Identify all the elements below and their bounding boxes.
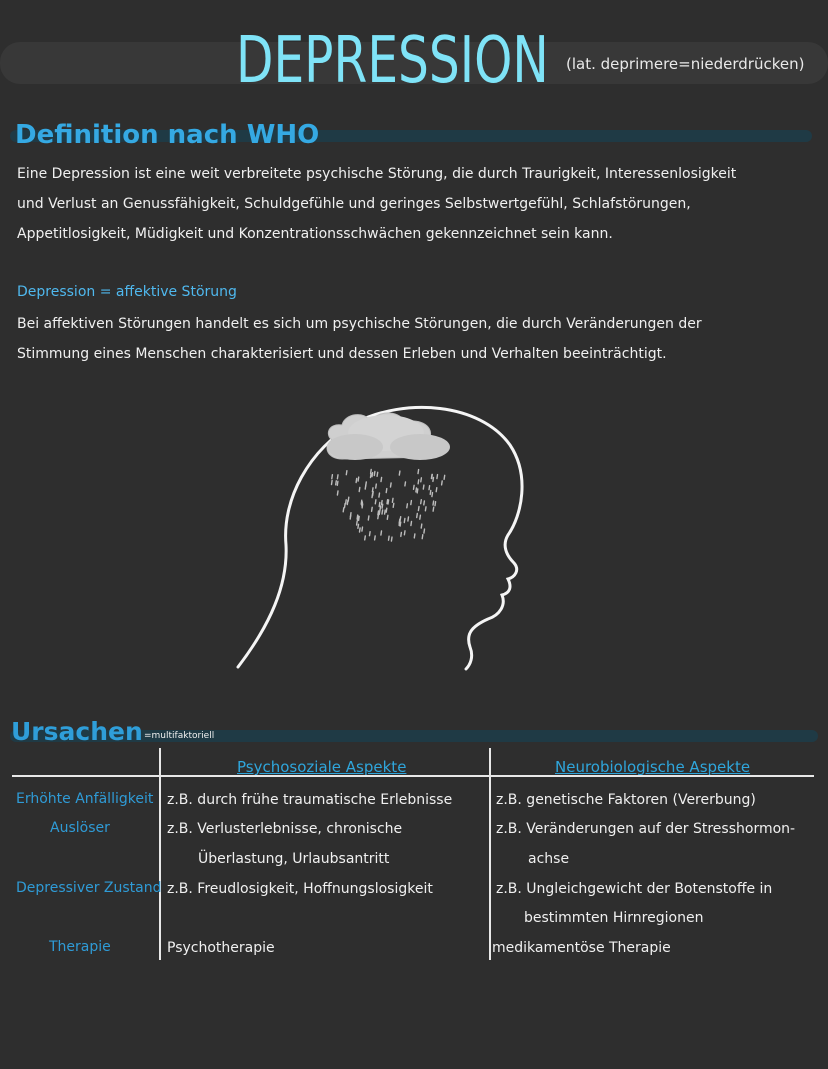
column-header-psychosocial: Psychosoziale Aspekte (237, 758, 407, 776)
definition-heading: Definition nach WHO (15, 120, 320, 150)
causes-note: =multifaktoriell (144, 731, 215, 741)
row-label-vulnerability: Erhöhte Anfälligkeit (16, 791, 154, 807)
definition-line-2: und Verlust an Genussfähigkeit, Schuldgefühle und geringes Selbstwertgefühl, Schlafstörungen, (17, 196, 691, 212)
cell-neuro-vulnerability: z.B. genetische Faktoren (Vererbung) (496, 792, 756, 808)
table-divider-2 (489, 748, 491, 960)
affective-line-1: Bei affektiven Störungen handelt es sich um psychische Störungen, die durch Veränderungen der (17, 316, 702, 332)
row-label-depressive-state: Depressiver Zustand (16, 880, 162, 896)
cell-psycho-therapy: Psychotherapie (167, 940, 275, 956)
affective-label: Depression = affektive Störung (17, 284, 237, 300)
table-divider-1 (159, 748, 161, 960)
cell-psycho-trigger-2: Überlastung, Urlaubsantritt (198, 851, 390, 867)
row-label-therapy: Therapie (49, 939, 111, 955)
row-label-trigger: Auslöser (50, 820, 110, 836)
cell-psycho-depressive-state: z.B. Freudlosigkeit, Hoffnungslosigkeit (167, 881, 433, 897)
head-with-raincloud-icon (230, 395, 530, 680)
definition-line-1: Eine Depression ist eine weit verbreitete psychische Störung, die durch Traurigkeit, Interessenlosigkeit (17, 166, 737, 182)
cell-psycho-vulnerability: z.B. durch frühe traumatische Erlebnisse (167, 792, 453, 808)
cell-psycho-trigger-1: z.B. Verlusterlebnisse, chronische (167, 821, 403, 837)
cell-neuro-trigger-1: z.B. Veränderungen auf der Stresshormon- (496, 821, 796, 837)
cell-neuro-depressive-state-1: z.B. Ungleichgewicht der Botenstoffe in (496, 881, 773, 897)
affective-line-2: Stimmung eines Menschen charakterisiert und dessen Erleben und Verhalten beeinträchtigt. (17, 346, 667, 362)
page-subtitle: (lat. deprimere=niederdrücken) (566, 55, 805, 73)
column-header-neurobiological: Neurobiologische Aspekte (555, 758, 751, 776)
cell-neuro-trigger-2: achse (528, 851, 570, 867)
causes-heading: Ursachen (11, 717, 143, 746)
cell-neuro-depressive-state-2: bestimmten Hirnregionen (524, 910, 704, 926)
definition-line-3: Appetitlosigkeit, Müdigkeit und Konzentrationsschwächen gekennzeichnet sein kann. (17, 226, 613, 242)
page-title: DEPRESSION (236, 24, 549, 98)
cell-neuro-therapy: medikamentöse Therapie (492, 940, 671, 956)
